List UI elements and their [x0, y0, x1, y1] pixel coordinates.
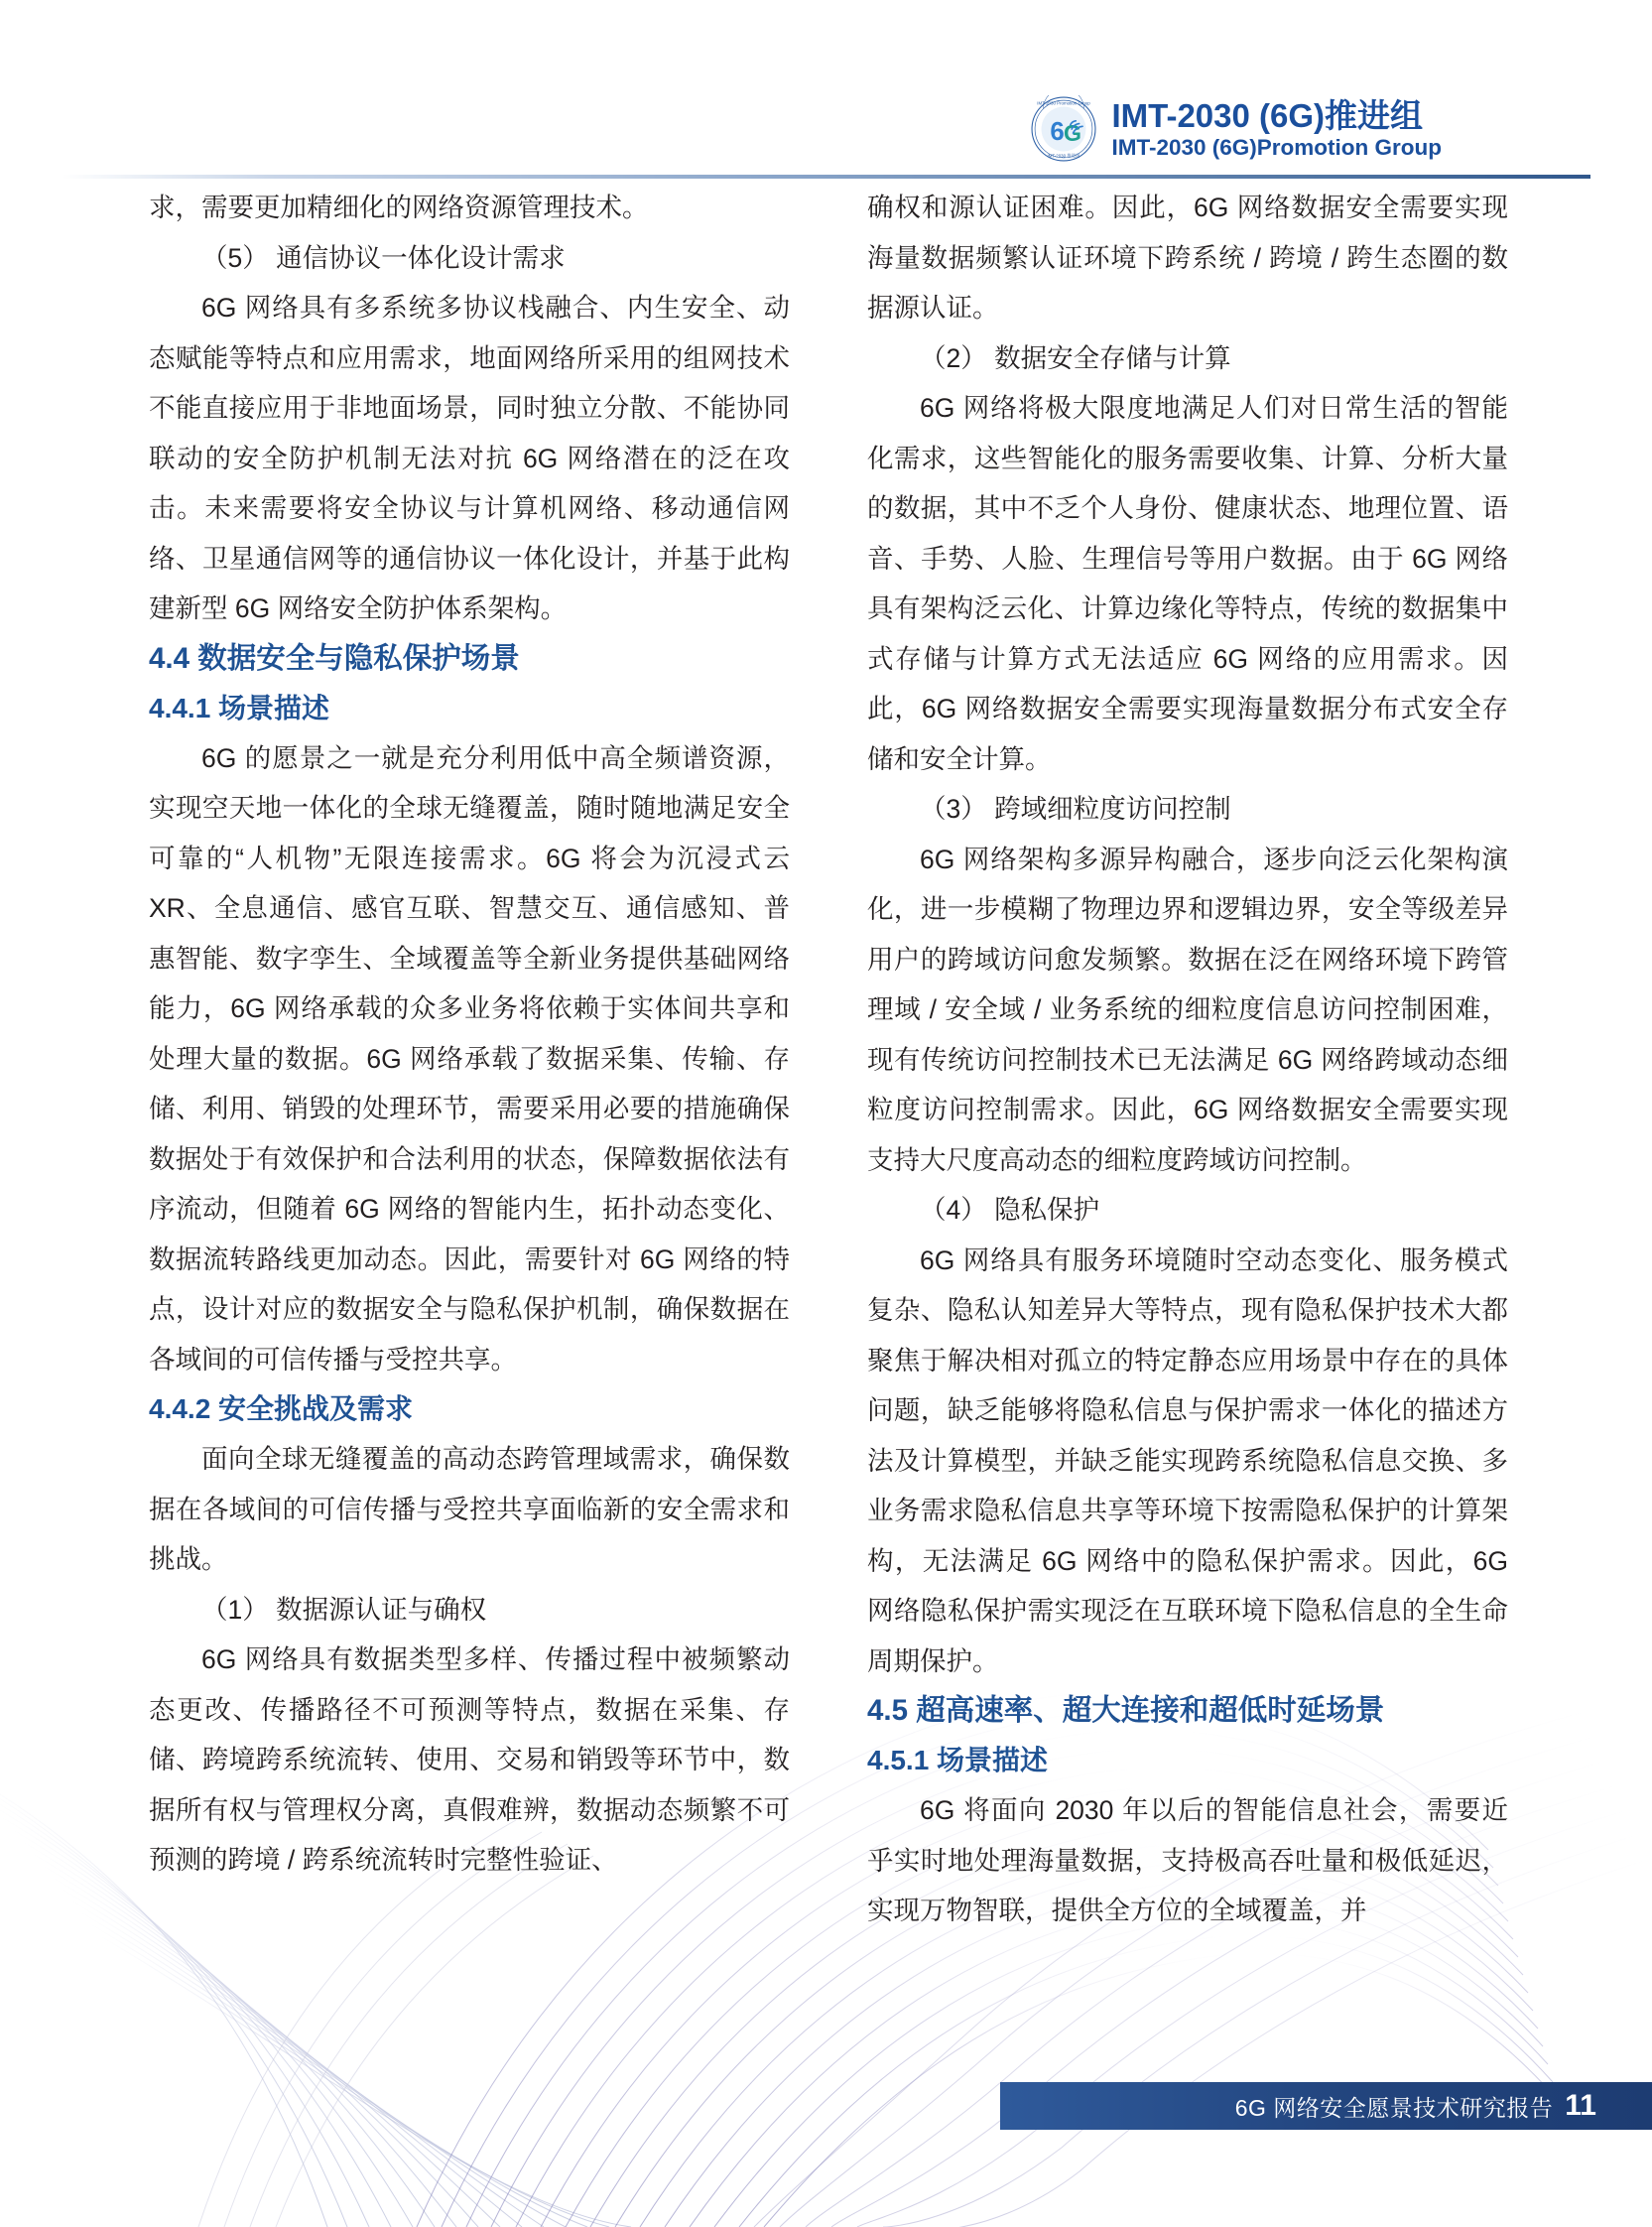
paragraph: 6G 网络具有数据类型多样、传播过程中被频繁动态更改、传播路径不可预测等特点，数据在采集、存储、跨境跨系统流转、使用、交易和销毁等环节中，数据所有权与管理权分离，真假难辨，数据动态频繁不可预测的跨境 / 跨系统流转时完整性验证、 — [149, 1644, 790, 1875]
page-header — [1030, 95, 1442, 163]
two-column-body — [149, 183, 1508, 1936]
header-title-cn: IMT-2030 (6G)推进组 — [1111, 96, 1424, 134]
section-heading-4-5: 4.5 超高速率、超大连接和超低时延场景 — [867, 1694, 1385, 1727]
svg-text:6: 6 — [1050, 117, 1066, 146]
imt2030-6g-seal-logo-icon — [1030, 95, 1097, 163]
paragraph: 6G 网络具有服务环境随时空动态变化、服务模式复杂、隐私认知差异大等特点，现有隐私保护技术大都聚焦于解决相对孤立的特定静态应用场景中存在的具体问题，缺乏能够将隐私信息与保护需求一体化的描述方法及计算模型，并缺乏能实现跨系统隐私信息交换、多业务需求隐私信息共享等环境下按需隐私保护的计算架构，无法满足 6G 网络中的隐私保护需求。因此，6G 网络隐私保护需实现泛在互联环境下隐私信息的全生命周期保护。 — [867, 1244, 1508, 1676]
section-heading-4-5-1: 4.5.1 场景描述 — [867, 1745, 1049, 1775]
numbered-item: （5） 通信协议一体化设计需求 — [201, 242, 566, 273]
paragraph: 6G 网络架构多源异构融合，逐步向泛云化架构演化，进一步模糊了物理边界和逻辑边界，安全等级差异用户的跨域访问愈发频繁。数据在泛在网络环境下跨管理域 / 安全域 / 业务系统的细粒度信息访问控制困难，现有传统访问控制技术已无法满足 6G 网络跨域动态细粒度访问控制需求。因此，6G 网络数据安全需要实现支持大尺度高动态的细粒度跨域访问控制。 — [867, 844, 1508, 1175]
footer-document-title: 6G 网络安全愿景技术研究报告 — [1234, 2094, 1554, 2121]
header-title-en: IMT-2030 (6G)Promotion Group — [1111, 134, 1442, 160]
section-heading-4-4: 4.4 数据安全与隐私保护场景 — [149, 641, 520, 675]
paragraph: 6G 将面向 2030 年以后的智能信息社会，需要近乎实时地处理海量数据，支持极高吞吐量和极低延迟，实现万物智联，提供全方位的全域覆盖，并 — [867, 1795, 1508, 1925]
paragraph: 求，需要更加精细化的网络资源管理技术。 — [149, 193, 649, 222]
paragraph: 6G 网络将极大限度地满足人们对日常生活的智能化需求，这些智能化的服务需要收集、计算、分析大量的数据，其中不乏个人身份、健康状态、地理位置、语音、手势、人脸、生理信号等用户数据。由于 6G 网络具有架构泛云化、计算边缘化等特点，传统的数据集中式存储与计算方式无法适应 6G 网络的应用需求。因此，6G 网络数据安全需要实现海量数据分布式安全存储和安全计算。 — [867, 393, 1508, 774]
header-divider-rule — [62, 175, 1590, 179]
paragraph: 确权和源认证困难。因此，6G 网络数据安全需要实现海量数据频繁认证环境下跨系统 / 跨境 / 跨生态圈的数据源认证。 — [867, 193, 1508, 323]
paragraph: 面向全球无缝覆盖的高动态跨管理域需求，确保数据在各域间的可信传播与受控共享面临新的安全需求和挑战。 — [149, 1444, 790, 1574]
right-column — [867, 183, 1508, 1936]
left-column — [149, 183, 790, 1936]
numbered-item: （3） 跨域细粒度访问控制 — [920, 794, 1231, 824]
section-heading-4-4-1: 4.4.1 场景描述 — [149, 692, 330, 723]
page-footer-bar — [1000, 2082, 1652, 2130]
footer-page-number: 11 — [1565, 2089, 1596, 2122]
numbered-item: （4） 隐私保护 — [920, 1195, 1100, 1225]
paragraph: 6G 的愿景之一就是充分利用低中高全频谱资源，实现空天地一体化的全球无缝覆盖，随时随地满足安全可靠的“人机物”无限连接需求。6G 将会为沉浸式云 XR、全息通信、感官互联、智慧交互、通信感知、普惠智能、数字孪生、全域覆盖等全新业务提供基础网络能力，6G 网络承载的众多业务将依赖于实体间共享和处理大量的数据。6G 网络承载了数据采集、传输、存储、利用、销毁的处理环节，需要采用必要的措施确保数据处于有效保护和合法利用的状态，保障数据依法有序流动，但随着 6G 网络的智能内生，拓扑动态变化、数据流转路线更加动态。因此，需要针对 6G 网络的特点，设计对应的数据安全与隐私保护机制，确保数据在各域间的可信传播与受控共享。 — [149, 742, 790, 1375]
numbered-item: （2） 数据安全存储与计算 — [920, 342, 1231, 373]
svg-text:G: G — [1064, 120, 1082, 147]
header-titles — [1111, 96, 1442, 160]
section-heading-4-4-2: 4.4.2 安全挑战及需求 — [149, 1393, 414, 1424]
svg-text:IMT-2030 Promotion Group: IMT-2030 Promotion Group — [1037, 100, 1091, 106]
numbered-item: （1） 数据源认证与确权 — [201, 1594, 487, 1625]
paragraph: 6G 网络具有多系统多协议栈融合、内生安全、动态赋能等特点和应用需求，地面网络所采用的组网技术不能直接应用于非地面场景，同时独立分散、不能协同联动的安全防护机制无法对抗 6G 网络潜在的泛在攻击。未来需要将安全协议与计算机网络、移动通信网络、卫星通信网等的通信协议一体化设计，并基于此构建新型 6G 网络安全防护体系架构。 — [149, 293, 790, 623]
svg-text:IMT-2030 推进组: IMT-2030 推进组 — [1047, 153, 1080, 159]
